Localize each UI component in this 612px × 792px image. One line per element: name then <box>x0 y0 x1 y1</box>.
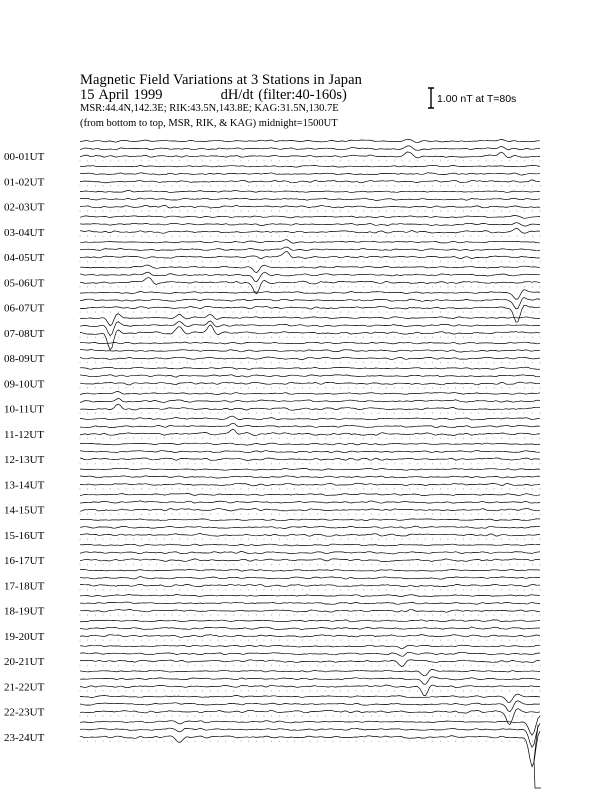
trace-rik-23-24UT <box>80 723 540 747</box>
hour-label: 07-08UT <box>4 327 45 340</box>
station-order-note: (from bottom to top, MSR, RIK, & KAG) midnight=1500UT <box>80 118 338 129</box>
trace-kag-00-01UT <box>80 139 540 142</box>
hour-label: 14-15UT <box>4 504 45 517</box>
trace-rik-22-23UT <box>80 701 540 712</box>
hour-label: 10-11UT <box>4 403 44 416</box>
trace-msr-18-19UT <box>80 609 540 612</box>
trace-msr-04-05UT <box>80 251 540 258</box>
hour-label: 09-10UT <box>4 378 45 391</box>
trace-kag-21-22UT <box>80 669 540 675</box>
trace-kag-19-20UT <box>80 620 540 622</box>
trace-rik-21-22UT <box>80 677 540 684</box>
trace-rik-11-12UT <box>80 423 540 428</box>
minute-ticks <box>80 210 540 212</box>
trace-kag-15-16UT <box>80 519 540 521</box>
trace-msr-19-20UT <box>80 635 540 638</box>
hour-label: 08-09UT <box>4 353 45 365</box>
trace-msr-10-11UT <box>80 404 540 410</box>
date-text: 15 April 1999 <box>80 87 163 103</box>
trace-kag-06-07UT <box>80 290 540 300</box>
hour-label: 20-21UT <box>4 656 45 668</box>
traces <box>80 139 541 788</box>
minute-ticks <box>80 362 540 364</box>
hour-label: 21-22UT <box>4 681 45 694</box>
trace-msr-09-10UT <box>80 382 540 385</box>
trace-kag-18-19UT <box>80 595 540 597</box>
trace-msr-17-18UT <box>80 584 540 587</box>
trace-msr-12-13UT <box>80 458 540 461</box>
hour-label: 00-01UT <box>4 151 45 163</box>
minute-ticks <box>80 513 540 515</box>
minute-ticks <box>80 640 540 642</box>
minute-ticks <box>80 261 540 263</box>
trace-msr-05-06UT <box>80 278 540 294</box>
minute-ticks <box>80 311 540 313</box>
trace-kag-09-10UT <box>80 367 540 369</box>
trace-msr-02-03UT <box>80 205 540 208</box>
minute-ticks <box>80 665 540 667</box>
trace-kag-02-03UT <box>80 191 540 193</box>
minute-ticks <box>80 488 540 490</box>
trace-kag-03-04UT <box>80 216 540 219</box>
hour-label: 13-14UT <box>4 479 45 492</box>
quantity-text: dH/dt (filter:40-160s) <box>220 87 347 103</box>
trace-rik-08-09UT <box>80 350 540 352</box>
trace-msr-00-01UT <box>80 152 540 158</box>
trace-kag-20-21UT <box>80 645 540 649</box>
minute-ticks <box>80 236 540 238</box>
trace-kag-10-11UT <box>80 392 540 395</box>
trace-rik-17-18UT <box>80 577 540 580</box>
minute-ticks <box>80 438 540 440</box>
trace-msr-16-17UT <box>80 559 540 562</box>
minute-ticks <box>80 715 540 717</box>
chart-title: Magnetic Field Variations at 3 Stations in Japan <box>80 72 363 88</box>
minute-ticks <box>80 387 540 389</box>
trace-rik-09-10UT <box>80 375 540 377</box>
minute-ticks <box>80 412 540 414</box>
hour-label: 03-04UT <box>4 226 45 239</box>
trace-msr-06-07UT <box>80 305 540 322</box>
trace-rik-02-03UT <box>80 198 540 200</box>
trace-rik-14-15UT <box>80 501 540 503</box>
minute-ticks <box>80 539 540 541</box>
trace-rik-15-16UT <box>80 526 540 529</box>
hour-label: 15-16UT <box>4 529 45 542</box>
trace-kag-01-02UT <box>80 165 540 167</box>
minute-ticks <box>80 286 540 288</box>
hour-label: 11-12UT <box>4 428 44 441</box>
trace-rik-12-13UT <box>80 451 540 453</box>
trace-rik-18-19UT <box>80 602 540 604</box>
trace-kag-12-13UT <box>80 443 540 445</box>
trace-rik-20-21UT <box>80 652 540 656</box>
trace-rik-16-17UT <box>80 551 540 554</box>
hour-label: 02-03UT <box>4 201 45 214</box>
minute-ticks <box>80 337 540 339</box>
trace-rik-13-14UT <box>80 476 540 478</box>
hour-label: 23-24UT <box>4 731 45 744</box>
trace-rik-04-05UT <box>80 247 540 251</box>
hour-label: 12-13UT <box>4 454 45 466</box>
trace-kag-23-24UT <box>80 716 540 735</box>
trace-kag-22-23UT <box>80 694 540 702</box>
trace-rik-19-20UT <box>80 627 540 630</box>
trace-rik-06-07UT <box>80 297 540 308</box>
hour-label: 18-19UT <box>4 605 45 618</box>
minute-ticks <box>80 741 540 743</box>
hour-label: 05-06UT <box>4 277 45 290</box>
hour-label: 01-02UT <box>4 176 45 189</box>
trace-kag-14-15UT <box>80 494 540 496</box>
trace-kag-13-14UT <box>80 468 540 470</box>
trace-kag-07-08UT <box>80 314 540 326</box>
trace-kag-08-09UT <box>80 342 540 344</box>
trace-kag-04-05UT <box>80 240 540 244</box>
trace-msr-14-15UT <box>80 508 540 511</box>
trace-msr-11-12UT <box>80 429 540 436</box>
scale-bar <box>428 88 434 108</box>
hour-label: 22-23UT <box>4 706 45 719</box>
hour-labels <box>4 151 45 744</box>
trace-kag-05-06UT <box>80 265 540 273</box>
hour-label: 19-20UT <box>4 630 45 643</box>
scale-bar-label: 1.00 nT at T=80s <box>437 93 517 105</box>
trace-msr-03-04UT <box>80 228 540 233</box>
hour-label: 16-17UT <box>4 555 45 567</box>
trace-msr-15-16UT <box>80 534 540 537</box>
minute-ticks <box>80 690 540 692</box>
minute-ticks <box>80 160 540 162</box>
trace-msr-01-02UT <box>80 180 540 183</box>
trace-rik-00-01UT <box>80 146 540 151</box>
trace-rik-01-02UT <box>80 173 540 175</box>
hour-label: 04-05UT <box>4 252 45 264</box>
trace-msr-23-24UT <box>80 731 540 767</box>
scale-bar-icon <box>428 88 434 108</box>
trace-kag-17-18UT <box>80 570 540 572</box>
minute-ticks <box>80 564 540 566</box>
trace-kag-16-17UT <box>80 544 540 546</box>
trace-rik-03-04UT <box>80 223 540 226</box>
hour-label: 06-07UT <box>4 302 45 315</box>
trace-rik-05-06UT <box>80 272 540 282</box>
minute-ticks <box>80 463 540 465</box>
minute-ticks <box>80 185 540 187</box>
trace-kag-11-12UT <box>80 416 540 420</box>
minute-ticks <box>80 614 540 616</box>
trace-msr-13-14UT <box>80 483 540 486</box>
minute-ticks <box>80 589 540 591</box>
hour-label: 17-18UT <box>4 580 45 593</box>
station-coordinates: MSR:44.4N,142.3E; RIK:43.5N,143.8E; KAG:31.5N,130.7E <box>80 103 339 114</box>
trace-msr-08-09UT <box>80 357 540 360</box>
trace-rik-10-11UT <box>80 398 540 402</box>
